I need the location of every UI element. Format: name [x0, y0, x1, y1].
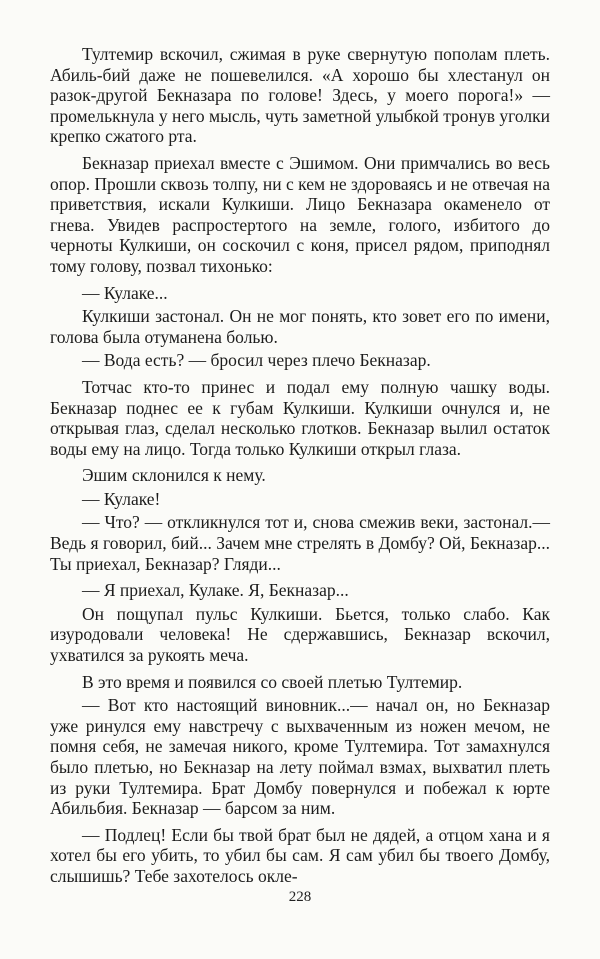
paragraph: Тултемир вскочил, сжимая в руке свернутую пополам плеть. Абиль-бий даже не пошевелился. «А хорошо бы хлестанул он разок-другой Бекназара по голове! Здесь, у моего порога!» — промелькнула у него мысль, чуть заметной улыбкой тронув уголки крепко сжатого рта.: [50, 44, 550, 147]
paragraph: — Вода есть? — бросил через плечо Бекназар.: [82, 350, 431, 371]
paragraph: — Я приехал, Кулаке. Я, Бекназар...: [82, 580, 349, 601]
paragraph: В это время и появился со своей плетью Тултемир.: [82, 671, 463, 692]
paragraph: Тотчас кто-то принес и подал ему полную чашку воды. Бекназар поднес ее к губам Кулкиши. Кулкиши очнулся и, не открывая глаз, сделал несколько глотков. Бекназар вылил остаток воды ему на лицо. Тогда только Кулкиши открыл глаза.: [50, 376, 550, 459]
paragraph: Бекназар приехал вместе с Эшимом. Они примчались во весь опор. Прошли сквозь толпу, ни с кем не здороваясь и не отвечая на приветствия, искали Кулкиши. Лицо Бекназара окаменело от гнева. Увидев распростертого на земле, голого, избитого до черноты Кулкиши, он соскочил с коня, присел рядом, приподнял тому голову, позвал тихонько:: [50, 152, 550, 276]
page-number: 228: [288, 889, 312, 905]
paragraph: Эшим склонился к нему.: [82, 465, 266, 486]
paragraph: — Подлец! Если бы твой брат был не дядей, а отцом хана и я хотел бы его убить, то убил бы сам. Я сам убил бы твоего Домбу, слышишь? Тебе захотелось окле-: [50, 824, 550, 886]
paragraph: Он пощупал пульс Кулкиши. Бьется, только слабо. Как изуродовали человека! Не сдержавшись, Бекназар вскочил, ухватился за рукоять меча.: [50, 603, 550, 666]
paragraph: — Кулаке!: [82, 488, 161, 509]
body-text: [50, 44, 550, 893]
paragraph: Кулкиши застонал. Он не мог понять, кто зовет его по имени, голова была отуманена болью.: [50, 306, 550, 347]
paragraph: — Что? — откликнулся тот и, снова смежив веки, застонал.— Ведь я говорил, бий... Зачем мне стрелять в Домбу? Ой, Бекназар... Ты приехал, Бекназар? Гляди...: [50, 512, 550, 574]
paragraph: — Кулаке...: [82, 282, 168, 303]
paragraph: — Вот кто настоящий виновник...— начал он, но Бекназар уже ринулся ему навстречу с выхваченным из ножен мечом, не помня себя, не замечая никого, кроме Тултемира. Тот замахнулся было плетью, но Бекназар на лету поймал взмах, выхватил плеть из руки Тултемира. Брат Домбу повернулся и побежал к юрте Абильбия. Бекназар — барсом за ним.: [50, 695, 550, 819]
